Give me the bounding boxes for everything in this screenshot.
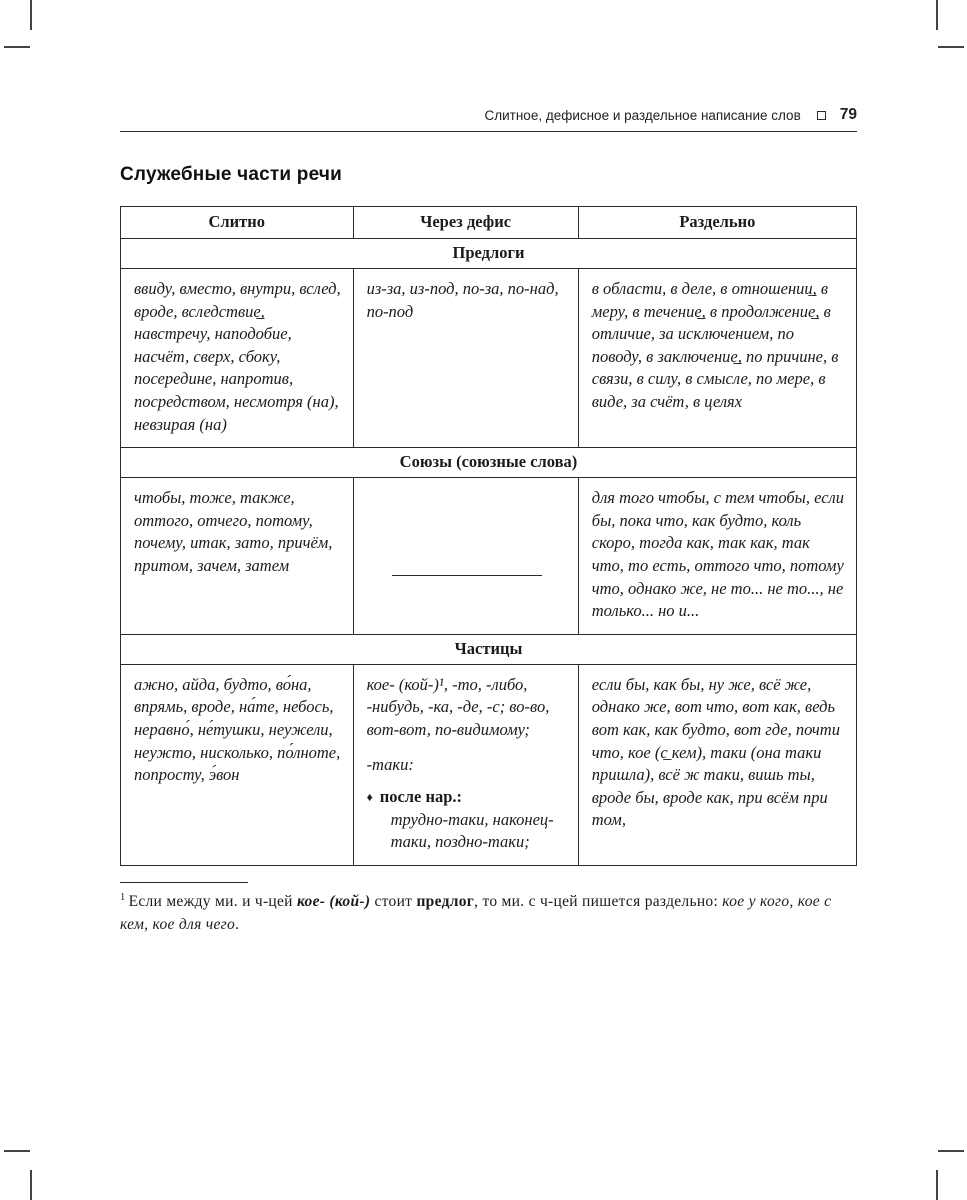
cell-prepositions-separate: в области, в деле, в отношении̲, в меру, в течение̲, в продолжение̲, в отличие, за исключением, по поводу, в заключение̲, по причине, в связи, в силу, в смысле, по мере, в виде, за счёт, в целях [578,269,856,448]
footnote-text-examples: кое у кого, кое с кем, кое для чего [120,893,832,934]
column-header-separate: Раздельно [578,207,856,239]
footnote [120,890,857,937]
particles-bullet-line [367,786,568,809]
footnote-text-predlog: предлог [416,893,475,911]
cell-conjunctions-hyphen-empty [353,478,578,635]
particles-bullet-label: после нар.: [379,787,463,807]
conjunctions-row [121,478,857,635]
section-band-conjunctions: Союзы (союзные слова) [121,448,857,478]
cell-conjunctions-solid: чтобы, тоже, также, оттого, отчего, потому, почему, итак, зато, причём, притом, зачем, затем [121,478,354,635]
diamond-bullet-icon: ♦ [366,790,373,805]
page-number: 79 [839,106,857,123]
grammar-table [120,206,857,866]
section-band-conjunctions-row [121,448,857,478]
section-band-prepositions-row [121,239,857,269]
particles-hyphen-intro: кое- (кой-)¹, -то, -либо, -нибудь, -ка, -де, -с; во-во, вот-вот, по-видимому; [366,674,550,739]
footnote-text-1: Если между ми. и ч-цей [128,893,297,911]
cell-prepositions-hyphen: из-за, из-под, по-за, по-над, по-под [353,269,578,448]
footnote-text-3: , то ми. с ч-цей пишется раздельно: [474,893,723,911]
cell-particles-hyphen [353,664,578,865]
cell-conjunctions-separate: для того чтобы, с тем чтобы, если бы, пока что, как будто, коль скоро, тогда как, так как, так что, то есть, оттого что, потому что, однако же, не то... не то..., не только... но и... [578,478,856,635]
footnote-marker: 1 [120,891,126,903]
section-band-prepositions: Предлоги [121,239,857,269]
prepositions-row [121,269,857,448]
table-header-row [121,207,857,239]
cell-prepositions-solid: ввиду, вместо, внутри, вслед, вроде, вследствие̲, навстречу, наподобие, насчёт, сверх, сбоку, посередине, напротив, посредством, несмотря (на), невзирая (на) [121,269,354,448]
page-content [120,106,857,937]
particles-row [121,664,857,865]
page-heading: Служебные части речи [120,164,342,185]
column-header-hyphen: Через дефис [353,207,578,239]
cell-particles-solid: ажно, айда, будто, во́на, впрямь, вроде, на́те, небось, неравно́, не́тушки, неужели, неужто, нисколько, по́лноте, попросту, э́вон [121,664,354,865]
section-band-particles: Частицы [121,634,857,664]
open-square-icon [817,111,826,120]
footnote-text-koe: кое- (кой-) [296,893,371,911]
section-band-particles-row [121,634,857,664]
footnote-text-2: стоит [370,893,417,911]
running-header-title: Слитное, дефисное и раздельное написание слов [484,107,801,123]
column-header-solid: Слитно [121,207,354,239]
particles-hyphen-taki: -таки: [366,754,414,774]
running-header [120,106,857,132]
cell-particles-separate: если бы, как бы, ну же, всё же, однако же, вот что, вот как, ведь вот как, как будто, вот где, почти что, кое (с̲ кем), таки (она таки пришла), всё ж таки, вишь ты, вроде бы, вроде как, при всём при том, [578,664,856,865]
footnote-text-4: . [235,916,240,934]
footnote-separator [120,882,248,883]
particles-bullet-examples: трудно-таки, наконец-таки, поздно-таки; [390,809,554,852]
empty-placeholder-line [392,575,542,576]
